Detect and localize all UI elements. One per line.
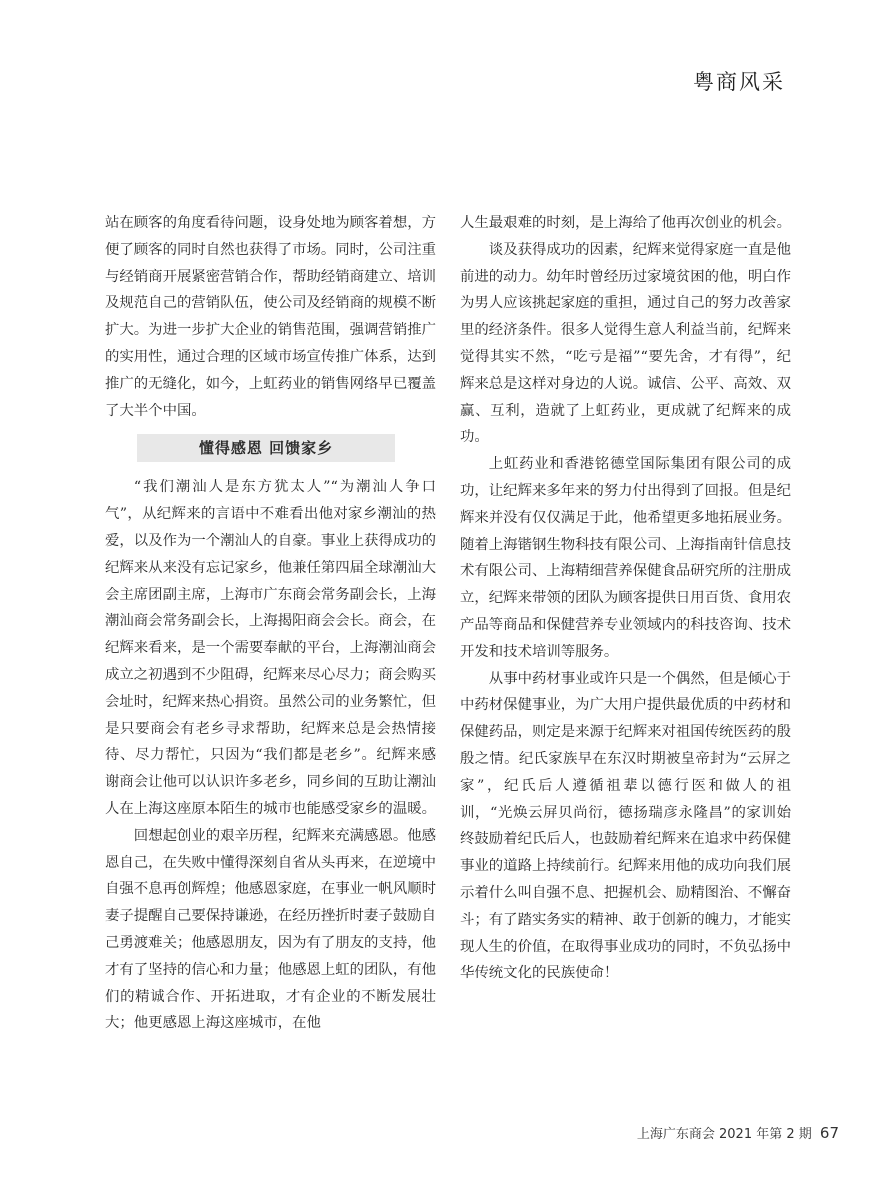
publication-name: 上海广东商会 2021 年第 2 期: [636, 1127, 812, 1142]
section-title: 粤商风采: [693, 70, 785, 94]
body-paragraph: 回想起创业的艰辛历程，纪辉来充满感恩。他感恩自己，在失败中懂得深刻自省从头再来，在逆境中自强不息再创辉煌；他感恩家庭，在事业一帆风顺时妻子提醒自己要保持谦逊，在经历挫折时妻子鼓励自己勇渡难关；他感恩朋友，因为有了朋友的支持，他才有了坚持的信心和力量；他感恩上虹的团队，有他们的精诚合作、开拓进取，才有企业的不断发展壮大；他更感恩上海这座城市，在他: [105, 827, 437, 1032]
page-footer: [637, 1123, 839, 1142]
body-paragraph: “我们潮汕人是东方犹太人”“为潮汕人争口气”，从纪辉来的言语中不难看出他对家乡潮汕的热爱，以及作为一个潮汕人的自豪。事业上获得成功的纪辉来从来没有忘记家乡，他兼任第四届全球潮汕大会主席团副主席，上海市广东商会常务副会长，上海潮汕商会常务副会长，上海揭阳商会会长。商会，在纪辉来看来，是一个需要奉献的平台，上海潮汕商会成立之初遇到不少阻碍，纪辉来尽心尽力；商会购买会址时，纪辉来热心捐资。虽然公司的业务繁忙，但是只要商会有老乡寻求帮助，纪辉来总是会热情接待、尽力帮忙，只因为“我们都是老乡”。纪辉来感谢商会让他可以认识许多老乡，同乡间的互助让潮汕人在上海这座原本陌生的城市也能感受家乡的温暖。: [105, 479, 436, 817]
continuation-paragraph: 人生最艰难的时刻，是上海给了他再次创业的机会。: [460, 215, 791, 231]
intro-paragraph: 站在顾客的角度看待问题，设身处地为顾客着想，方便了顾客的同时自然也获得了市场。同时，公司注重与经销商开展紧密营销合作，帮助经销商建立、培训及规范自己的营销队伍，使公司及经销商的规模不断扩大。为进一步扩大企业的销售范围，强调营销推广的实用性，通过合理的区域市场宣传推广体系，达到推广的无缝化，如今，上虹药业的销售网络早已覆盖了大半个中国。: [105, 215, 436, 419]
right-column: [460, 210, 791, 987]
left-column: [105, 210, 436, 1037]
section-heading: 懂得感恩 回馈家乡: [137, 434, 395, 462]
body-paragraph: 谈及获得成功的因素，纪辉来觉得家庭一直是他前进的动力。幼年时曾经历过家境贫困的他，明白作为男人应该挑起家庭的重担，通过自己的努力改善家里的经济条件。很多人觉得生意人利益当前，纪辉来觉得其实不然，“吃亏是福”“要先舍，才有得”，纪辉来总是这样对身边的人说。诚信、公平、高效、双赢、互利，造就了上虹药业，更成就了纪辉来的成功。: [460, 241, 792, 446]
page-number: 67: [819, 1124, 839, 1142]
body-paragraph: 上虹药业和香港铭德堂国际集团有限公司的成功，让纪辉来多年来的努力付出得到了回报。但是纪辉来并没有仅仅满足于此，他希望更多地拓展业务。随着上海锴钢生物科技有限公司、上海指南针信息技术有限公司、上海精细营养保健食品研究所的注册成立，纪辉来带领的团队为顾客提供日用百货、食用农产品等商品和保健营养专业领域内的科技咨询、技术开发和技术培训等服务。: [460, 456, 791, 660]
body-paragraph: 从事中药材事业或许只是一个偶然，但是倾心于中药材保健事业，为广大用户提供最优质的中药材和保健药品，则定是来源于纪辉来对祖国传统医药的殷殷之情。纪氏家族早在东汉时期被皇帝封为“云屏之家”，纪氏后人遵循祖辈以德行医和做人的祖训，“光焕云屏贝尚衍，德扬瑞彦永隆昌”的家训始终鼓励着纪氏后人，也鼓励着纪辉来在追求中药保健事业的道路上持续前行。纪辉来用他的成功向我们展示着什么叫自强不息、把握机会、励精图治、不懈奋斗；有了踏实务实的精神、敢于创新的魄力，才能实现人生的价值，在取得事业成功的同时，不负弘扬中华传统文化的民族使命！: [460, 670, 792, 982]
